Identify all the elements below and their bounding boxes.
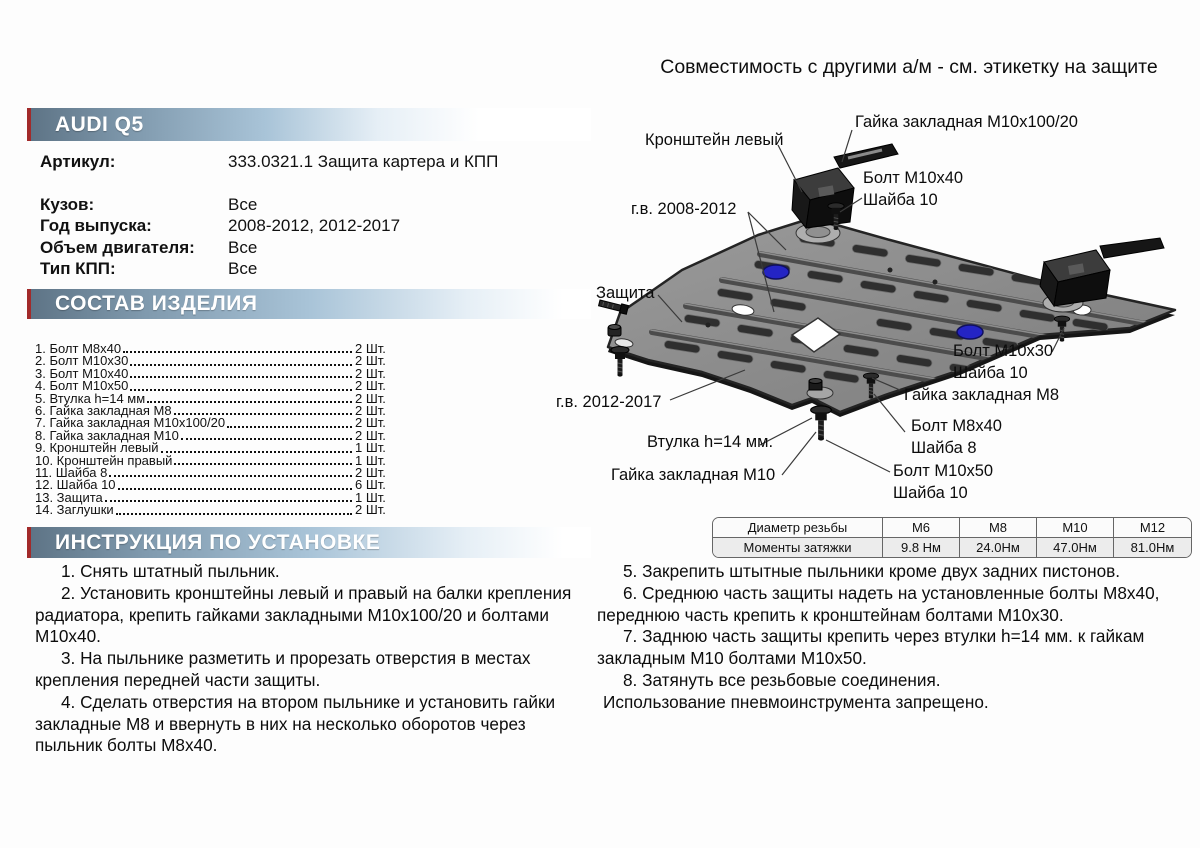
leader-dots [118,488,352,490]
part-qty: 2 Шт. [355,341,386,356]
part-qty: 2 Шт. [355,403,386,419]
label-gv-2012-2017: г.в. 2012-2017 [556,393,662,411]
leader-dots [181,438,352,440]
label-zashchita: Защита [596,284,655,302]
torque-cell: 81.0Нм [1114,538,1191,557]
instruction-step: 4. Сделать отверстия на втором пыльнике и установить гайки закладные М8 и ввернуть в них на несколько оборотов через пыльник болты М8х40. [35,691,556,756]
part-qty: 1 Шт. [355,452,386,468]
field-label: Тип КПП: [40,259,116,278]
part-qty: 2 Шт. [355,378,386,394]
part-qty: 2 Шт. [355,502,386,518]
part-name: 11. Шайба 8 [35,465,108,481]
parts-header-bar [27,289,591,319]
leader-dots [227,426,352,428]
label-line: Болт М8х40 [911,417,1002,435]
leader-dots [109,475,352,477]
field-label: Объем двигателя: [40,237,195,257]
field-value: Все [228,259,258,278]
instruction-step: 3. На пыльнике разметить и прорезать отверстия в местах крепления передней части защиты. [35,648,531,690]
label-bolt-m10x50 [893,460,993,504]
instruction-step: 7. Заднюю часть защиты крепить через втулки h=14 мм. к гайкам закладным М10 болтами М10х50. [597,626,1145,669]
label-bolt-m10x40 [863,167,963,211]
label-nut-m8: Гайка закладная М8 [904,386,1060,404]
torque-row-header: Моменты затяжки [713,538,883,557]
skid-plate-diagram [556,100,1200,540]
part-name: 13. Защита [35,489,103,505]
part-qty: 2 Шт. [355,427,386,443]
bracket-right-drawing [1040,238,1164,306]
field-value: 333.0321.1 Защита картера и КПП [228,152,499,171]
parts-title: СОСТАВ ИЗДЕЛИЯ [55,292,258,315]
leader-dots [161,451,352,453]
part-name: 4. Болт М10х50 [35,378,129,394]
field-artikul [40,151,498,173]
field-value: 2008-2012, 2012-2017 [228,216,401,235]
leader-dots [130,389,352,391]
model-header-bar [27,108,591,141]
label-bracket-left: Кронштейн левый [645,131,784,149]
instruction-step: 6. Среднюю часть защиты надеть на установленные болты М8х40, переднюю часть крепить к кронштейнам болтами М10х30. [597,582,1160,625]
label-gv-2008-2012: г.в. 2008-2012 [631,200,737,218]
field-god-vypuska [40,215,498,237]
part-name: 6. Гайка закладная М8 [35,403,172,419]
label-line: Шайба 8 [911,439,977,457]
label-line: Болт М10х40 [863,169,964,187]
part-item [35,504,407,516]
leader-dots [174,463,352,465]
label-nut-m10: Гайка закладная М10 [611,466,776,484]
instruction-step: 5. Закрепить штытные пыльники кроме двух задних пистонов. [623,561,1121,581]
field-kuzov [40,194,498,216]
part-name: 7. Гайка закладная М10х100/20 [35,415,226,431]
field-label: Артикул: [40,152,116,171]
part-name: 14. Заглушки [35,502,114,518]
torque-cell: М6 [883,518,960,538]
label-line: Болт М10х50 [893,462,994,480]
leader-dots [147,401,352,403]
part-name: 10. Кронштейн правый [35,452,173,468]
torque-cell: М8 [960,518,1037,538]
torque-cell: М12 [1114,518,1191,538]
field-label: Год выпуска: [40,216,152,235]
part-name: 9. Кронштейн левый [35,440,159,456]
compatibility-note: Совместимость с другими а/м - см. этикетку на защите [660,56,1158,78]
part-qty: 2 Шт. [355,365,386,381]
part-qty: 2 Шт. [355,465,386,481]
leader-dots [116,513,352,515]
part-qty: 1 Шт. [355,440,386,456]
label-line: Шайба 10 [953,364,1028,382]
label-line: Шайба 10 [863,191,938,209]
model-title: AUDI Q5 [55,112,144,136]
torque-row-header: Диаметр резьбы [713,518,883,538]
part-qty: 2 Шт. [355,415,386,431]
instructions-right-column [597,561,1194,714]
torque-cell: М10 [1037,518,1114,538]
instruction-step: 2. Установить кронштейны левый и правый на балки крепления радиатора, крепить гайками закладными М10х100/20 и болтами М10х40. [35,582,572,647]
leader-dots [130,364,352,366]
instruction-step: 1. Снять штатный пыльник. [61,561,280,581]
field-label: Кузов: [40,194,95,214]
torque-table [712,517,1192,558]
part-name: 1. Болт М8х40 [35,341,122,356]
field-obem-dvigatelya [40,237,498,259]
label-bolt-m8x40 [911,415,1002,459]
torque-cell: 9.8 Нм [883,538,960,557]
torque-cell: 47.0Нм [1037,538,1114,557]
part-qty: 2 Шт. [355,390,386,406]
field-tip-kpp [40,258,498,280]
part-qty: 6 Шт. [355,477,386,493]
product-fields [40,151,498,280]
torque-cell: 24.0Нм [960,538,1037,557]
leader-dots [130,376,352,378]
instruction-step: 8. Затянуть все резьбовые соединения. [623,669,941,690]
part-name: 8. Гайка закладная М10 [35,427,179,443]
part-qty: 2 Шт. [355,353,386,369]
part-name: 3. Болт М10х40 [35,365,129,381]
part-name: 5. Втулка h=14 мм [35,390,146,406]
instructions-left-column [35,561,587,757]
label-line: Болт М10х30 [953,342,1054,360]
label-line: Шайба 10 [893,484,968,502]
instruction-note: Использование пневмоинструмента запрещено. [603,691,989,712]
part-qty: 1 Шт. [355,489,386,505]
part-name: 2. Болт М10х30 [35,353,129,369]
label-bolt-m10x30 [953,340,1053,384]
label-vtulka: Втулка h=14 мм. [647,433,774,451]
instructions-title: ИНСТРУКЦИЯ ПО УСТАНОВКЕ [55,530,381,554]
label-nut-m10x100-20: Гайка закладная М10х100/20 [855,113,1078,131]
field-value: Все [228,194,258,214]
parts-list [35,343,407,517]
leader-dots [123,351,352,353]
part-name: 12. Шайба 10 [35,477,116,493]
instructions-header-bar [27,527,591,558]
leader-dots [105,500,352,502]
field-value: Все [228,237,258,257]
